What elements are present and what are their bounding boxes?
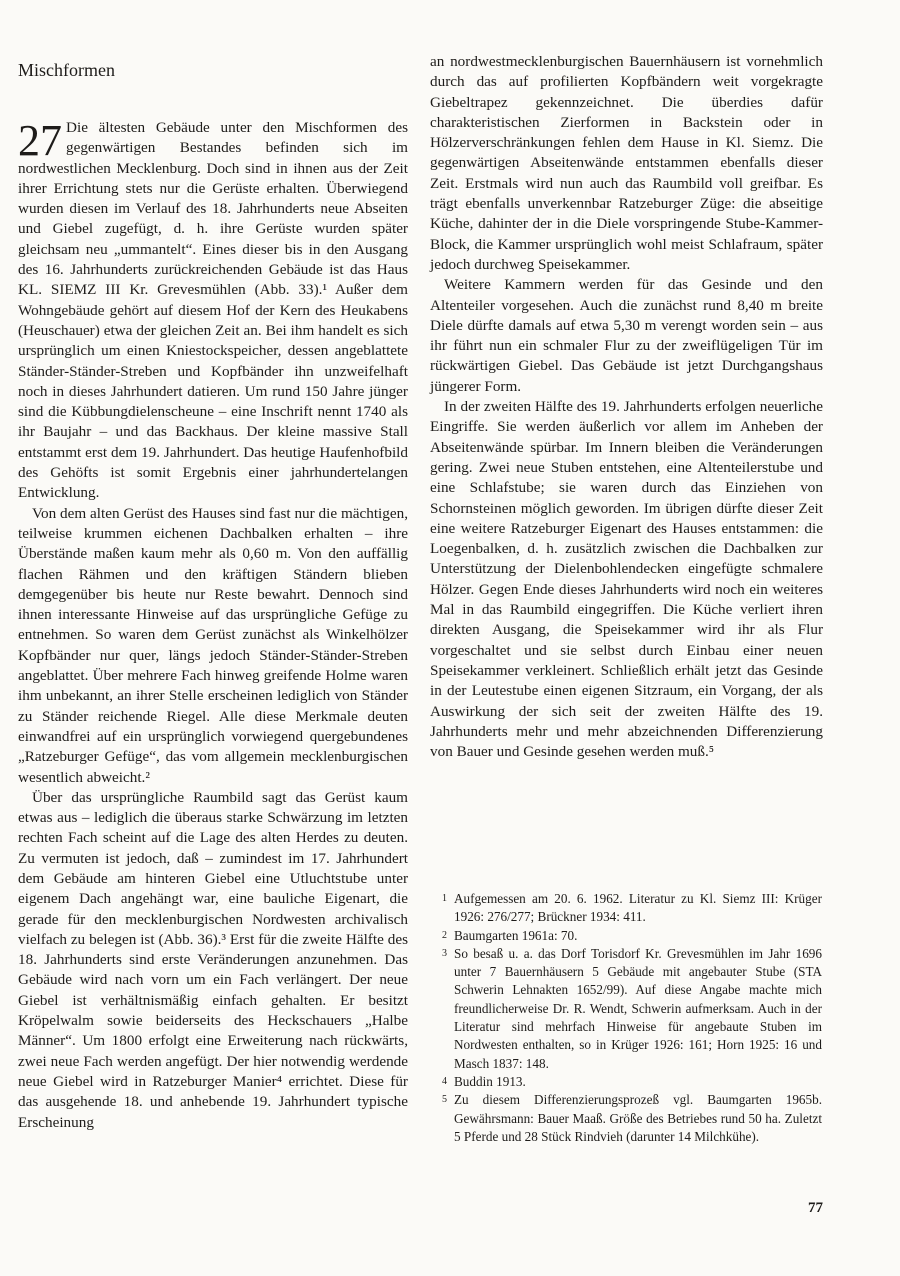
footnotes: [442, 890, 822, 1146]
footnote-text: Aufgemessen am 20. 6. 1962. Literatur zu Kl. Siemz III: Krüger 1926: 276/277; Brückner 1934: 411.: [454, 891, 822, 925]
paragraph: Weitere Kammern werden für das Gesinde und den Altenteiler vorgesehen. Auch die zunächst rund 8,40 m breite Diele dürfte damals auf etwa 5,30 m verengt worden sein – aus ihr führt nun ein schmaler Flur zu der zweiflügeligen Tür im rückwärtigen Giebel. Das Gebäude ist jetzt Durchgangshaus jüngerer Form.: [430, 276, 823, 395]
paragraph: Von dem alten Gerüst des Hauses sind fast nur die mächtigen, teilweise krummen eichenen Dachbalken erhalten – ihre Überstände maßen kaum mehr als 0,60 m. Von den auffällig flachen Rähmen und den kräftigen Ständern blieben demgegenüber bis heute nur Reste bewahrt. Dennoch sind ihnen interessante Hinweise auf das ursprüngliche Gefüge zu entnehmen. So waren dem Gerüst zunächst als Winkelhölzer Kopfbänder nur quer, längs jedoch Ständer-Ständer-Streben angeblattet. Über mehrere Fach hinweg greifende Holme waren ihm unbekannt, an ihrer Stelle erscheinen lediglich von Ständer zu Ständer reichende Riegel. Alle diese Merkmale deuten einwandfrei auf ein ursprünglich vorwiegend quergebundenes „Ratzeburger Gefüge“, das vom allgemein mecklenburgischen wesentlich abweicht.²: [18, 504, 408, 786]
footnote: [442, 1091, 822, 1146]
paragraph: In der zweiten Hälfte des 19. Jahrhunderts erfolgen neuerliche Eingriffe. Sie werden äußerlich vor allem im Anheben der Abseitenwände spürbar. Im Innern bleiben die Veränderungen gering. Zwei neue Stuben entstehen, eine Altenteilerstube und eine Schlafstube; sie waren durch das Einziehen von Schornsteinen möglich geworden. Im übrigen dürfte dieser Zeit eine weitere Ratzeburger Eigenart des Hauses entstammen: die Loegenbalken, d. h. zusätzlich zwischen die Dachbalken zur Unterstützung der Dielenbohlendecken eingefügte schmalere Hölzer. Gegen Ende dieses Jahrhunderts wird noch ein weiteres Mal in das Raumbild eingegriffen. Die Küche verliert ihren direkten Ausgang, die Speisekammer wird ihr als Flur vorgeschaltet und sie selbst durch Einbau einer neuen Speisekammer verkleinert. Schließlich erhält jetzt das Gesinde in der Leutestube einen eigenen Sitzraum, ein Vorgang, der als Auswirkung der sich seit der zweiten Hälfte des 19. Jahrhunderts mehr und mehr abzeichnenden Differenzierung von Bauer und Gesinde gesehen werden muß.⁵: [430, 398, 823, 761]
footnote-text: Baumgarten 1961a: 70.: [454, 927, 578, 943]
footnote-number: 1: [442, 893, 447, 904]
footnote: [442, 945, 822, 1073]
drop-number: 27: [18, 116, 62, 165]
paragraph-text: Die ältesten Gebäude unter den Mischformen des gegenwärtigen Bestandes befinden sich im nordwestlichen Mecklenburg. Doch sind in ihnen aus der Zeit ihrer Errichtung stets nur die Gerüste erhalten. Überwiegend wurden diesen im Verlauf des 18. Jahrhunderts neue Abseiten und Giebel zugefügt, d. h. ihre Gerüste wurden später gleichsam neu „ummantelt“. Eines dieser bis in den Ausgang des 16. Jahrhunderts zurückreichenden Gebäude ist das Haus KL. SIEMZ III Kr. Grevesmühlen (Abb. 33).¹ Außer dem Wohngebäude gehört auf diesem Hof der Kern des Heukabens (Heuschauer) etwa der gleichen Zeit an. Bei ihm handelt es sich ursprünglich um einen Kniestockspeicher, dessen angeblattete Ständer-Ständer-Streben und Kopfbänder ihn unzweifelhaft noch in dieses Jahrhundert datieren. Um rund 150 Jahre jünger sind die Kübbungdielenscheune – eine Inschrift nennt 1740 als ihr Baujahr – und das Backhaus. Der kleine massive Stall entstammt erst dem 19. Jahrhundert. Das heutige Haufenhofbild des Gehöfts ist somit Ergebnis einer jahrhundertelangen Entwicklung.: [18, 119, 408, 502]
paragraph: an nordwestmecklenburgischen Bauernhäusern ist vornehmlich durch das auf profilierten Kopfbändern weit vorgekragte Giebeltrapez gekennzeichnet. Die überdies dafür charakteristischen Zierformen in Backstein oder in Hölzerverschränkungen fehlen dem Hause in Kl. Siemz. Die gegenwärtigen Abseitenwände entstammen ebenfalls dieser Zeit. Erstmals wird nun auch das Raumbild voll greifbar. Es trägt ebenfalls unverkennbar Ratzeburger Züge: die abseitige Küche, dahinter der in die Diele vorspringende Stube-Kammer-Block, die Kammer ursprünglich wohl meist Schlafraum, später jedoch durchweg Speisekammer.: [430, 53, 823, 273]
page-number: 77: [808, 1200, 823, 1216]
footnote: [442, 927, 822, 945]
footnote-text: So besaß u. a. das Dorf Torisdorf Kr. Grevesmühlen im Jahr 1696 unter 7 Bauernhäusern 5 Gebäude mit angebauter Stube (STA Schwerin Lehnakten 1652/99). Auf diese Angabe machte mich freundlicherweise Dr. R. Wendt, Schwerin aufmerksam. Auch in der Literatur sind mehrfach Hinweise für angebaute Stuben im Nordwesten enthalten, so in Krüger 1926: 161; Horn 1925: 16 und Masch 1837: 148.: [454, 945, 822, 1071]
footnote-text: Buddin 1913.: [454, 1073, 526, 1089]
footnote-number: 4: [442, 1075, 447, 1087]
footnote-text: Zu diesem Differenzierungsprozeß vgl. Baumgarten 1965b. Gewährsmann: Bauer Maaß. Größe des Betriebes rund 50 ha. Zuletzt 5 Pferde und 28 Stück Rindvieh (darunter 14 Milchkühe).: [454, 1092, 822, 1144]
footnote-number: 3: [442, 947, 447, 959]
footnote: [442, 1073, 822, 1091]
footnote-number: 2: [442, 929, 447, 941]
paragraph: Über das ursprüngliche Raumbild sagt das Gerüst kaum etwas aus – lediglich die überaus starke Schwärzung im letzten rechten Fach scheint auf die Lage des alten Herdes zu deuten. Zu vermuten ist jedoch, daß – zumindest im 17. Jahrhundert dem Gebäude am hinteren Giebel eine Utluchtstube unter eigenem Dach angehängt war, eine bauliche Eigenart, die gerade für den mecklenburgischen Nordwesten archivalisch vielfach zu belegen ist (Abb. 36).³ Erst für die zweite Hälfte des 18. Jahrhunderts sind erste Veränderungen anzunehmen. Das Gebäude wird nach vorn um ein Fach verlängert. Der neue Giebel ist verhältnismäßig einfach gehalten. Er besitzt Kröpelwalm sowie beiderseits des Heckschauers „Halbe Männer“. Um 1800 erfolgt eine Erweiterung nach rückwärts, zwei neue Fach werden angefügt. Der hier notwendig werdende neue Giebel wird in Ratzeburger Manier⁴ errichtet. Diese für das ausgehende 18. und anhebende 19. Jahrhundert typische Erscheinung: [18, 788, 408, 1131]
section-title: Mischformen: [18, 60, 115, 80]
left-text: [18, 118, 408, 1133]
right-text: [430, 52, 823, 762]
paragraph: [18, 118, 408, 504]
footnote-number: 5: [442, 1094, 447, 1106]
footnote: [442, 890, 822, 927]
